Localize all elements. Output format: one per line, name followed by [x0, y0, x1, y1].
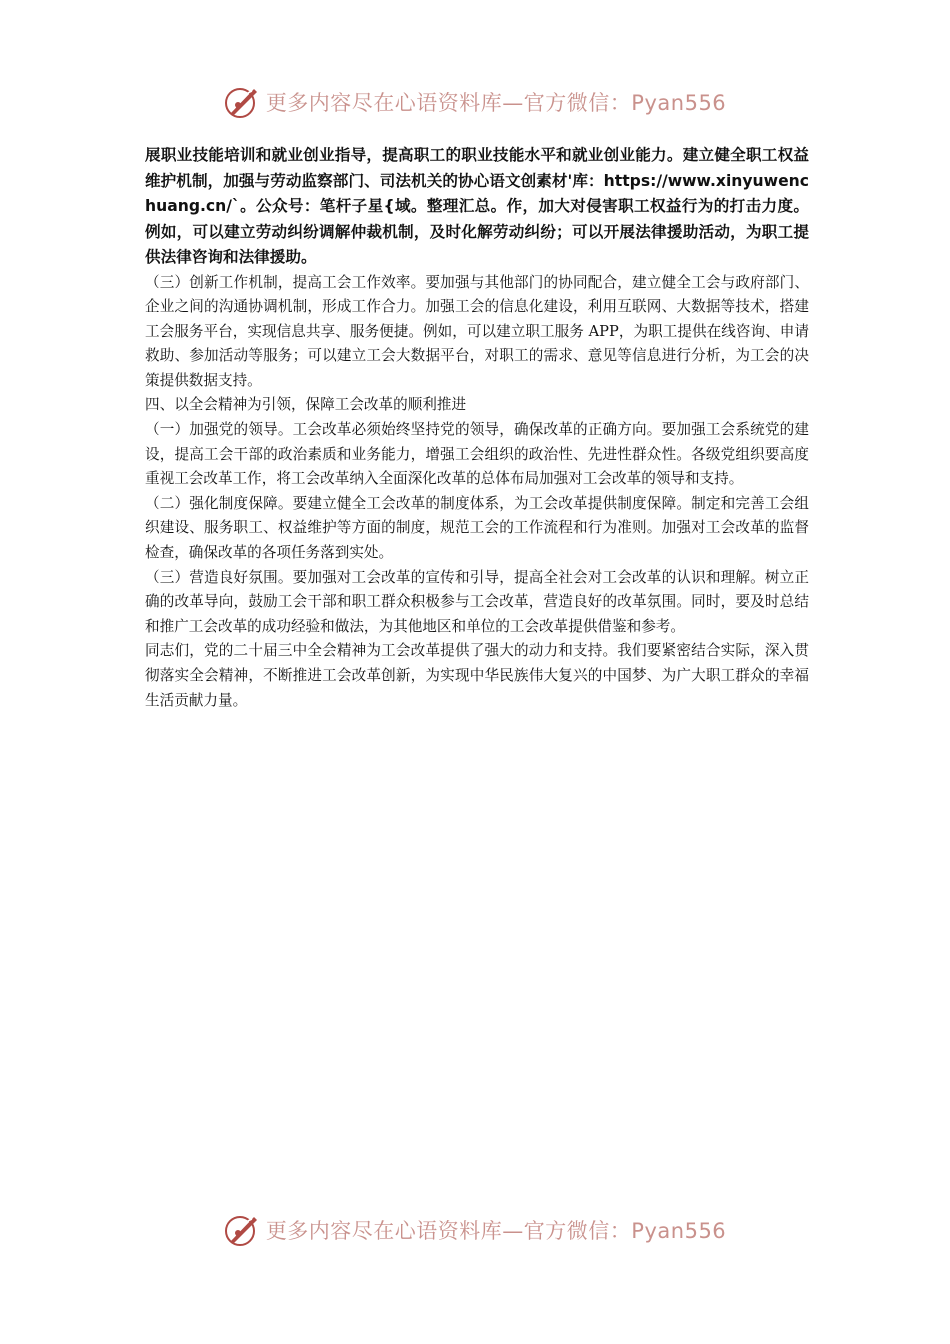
quill-seal-icon [224, 84, 260, 120]
section-heading-four: 四、以全会精神为引领，保障工会改革的顺利推进 [145, 396, 467, 414]
watermark-text: 更多内容尽在心语资料库—官方微信：Pyan556 [265, 1219, 727, 1243]
document-body [145, 143, 809, 713]
quill-seal-icon [224, 1212, 260, 1248]
paragraph-conclusion: 同志们，党的二十届三中全会精神为工会改革提供了强大的动力和支持。我们要紧密结合实际，深入贯彻落实全会精神，不断推进工会改革创新，为实现中华民族伟大复兴的中国梦、为广大职工群众的幸福生活贡献力量。 [145, 642, 809, 709]
watermark-text: 更多内容尽在心语资料库—官方微信：Pyan556 [265, 91, 727, 115]
paragraph-innovation: （三）创新工作机制，提高工会工作效率。要加强与其他部门的协同配合，建立健全工会与政府部门、企业之间的沟通协调机制，形成工作合力。加强工会的信息化建设，利用互联网、大数据等技术，搭建工会服务平台，实现信息共享、服务便捷。例如，可以建立职工服务 APP，为职工提供在线咨询、申请救助、参加活动等服务；可以建立工会大数据平台，对职工的需求、意见等信息进行分析，为工会的决策提供数据支持。 [145, 273, 809, 389]
paragraph-institutional-guarantee: （二）强化制度保障。要建立健全工会改革的制度体系，为工会改革提供制度保障。制定和完善工会组织建设、服务职工、权益维护等方面的制度，规范工会的工作流程和行为准则。加强对工会改革的监督检查，确保改革的各项任务落到实处。 [145, 494, 809, 562]
paragraph-party-leadership: （一）加强党的领导。工会改革必须始终坚持党的领导，确保改革的正确方向。要加强工会系统党的建设，提高工会干部的政治素质和业务能力，增强工会组织的政治性、先进性群众性。各级党组织要高度重视工会改革工作，将工会改革纳入全面深化改革的总体布局加强对工会改革的领导和支持。 [145, 421, 809, 488]
footer-watermark [0, 1208, 950, 1252]
paragraph-atmosphere: （三）营造良好氛围。要加强对工会改革的宣传和引导，提高全社会对工会改革的认识和理解。树立正确的改革导向，鼓励工会干部和职工群众积极参与工会改革，营造良好的改革氛围。同时，要及时总结和推广工会改革的成功经验和做法，为其他地区和单位的工会改革提供借鉴和参考。 [145, 568, 809, 635]
header-watermark [0, 80, 950, 124]
bold-paragraph: 展职业技能培训和就业创业指导，提高职工的职业技能水平和就业创业能力。建立健全职工权益维护机制，加强与劳动监察部门、司法机关的协心语文创素材'库：https://www.xinyuwenchuang.cn/`。公众号：笔杆子星{域。整理汇总。作，加大对侵害职工权益行为的打击力度。例如，可以建立劳动纠纷调解仲裁机制，及时化解劳动纠纷；可以开展法律援助活动，为职工提供法律咨询和法律援助。 [145, 146, 809, 266]
